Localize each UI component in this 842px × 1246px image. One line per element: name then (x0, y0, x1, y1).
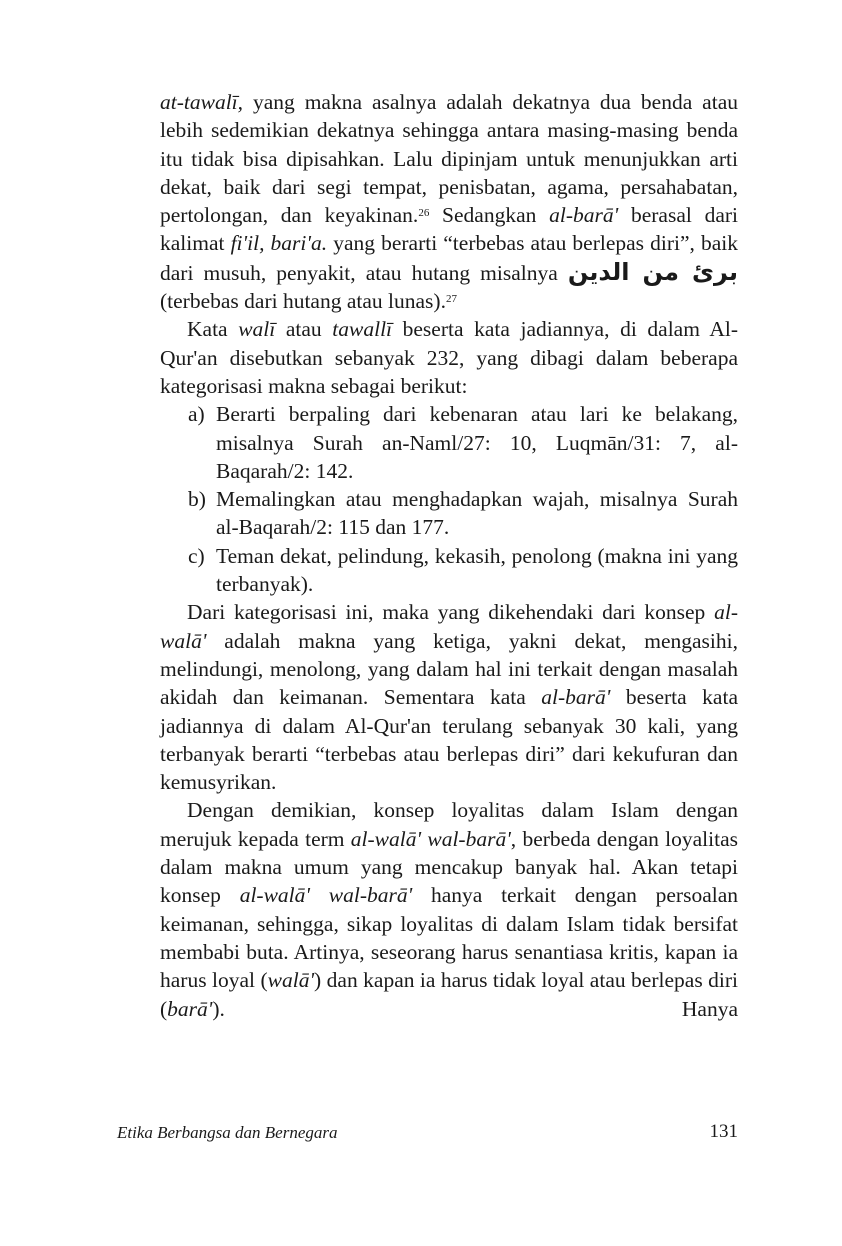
list-item-text: Teman dekat, pelindung, kekasih, penolong (makna ini yang terbanyak). (216, 543, 738, 597)
list-marker: a) (188, 402, 205, 427)
term-bara: barā' (167, 996, 213, 1021)
text-run: atau (275, 317, 333, 342)
text-run: hanya terkait dengan persoalan keimanan, sehingga, sikap loyalitas di dalam Islam tidak bersifat membabi buta. Artinya, seseorang harus senantiasa kritis, kapan ia harus loyal ( (160, 883, 739, 993)
paragraph-4 (160, 796, 738, 1022)
list-item-text: Memalingkan atau menghadapkan wajah, misalnya Surah al-Baqarah/2: 115 dan 177. (216, 487, 738, 540)
text-run: beserta kata jadiannya di dalam Al-Qur'an terulang sebanyak 30 kali, yang terbanyak berarti “terbebas atau berlepas diri” dari kekufuran dan kemusyrikan. (160, 685, 738, 795)
term-fiil-baria: fi'il, bari'a. (230, 231, 328, 256)
text-run: ). Hanya (212, 996, 738, 1021)
term-wala: walā' (267, 968, 315, 993)
text-run: Sedangkan (429, 203, 550, 228)
list-item (160, 400, 738, 485)
footnote-ref-27: 27 (445, 293, 457, 306)
arabic-phrase: برئ من الدين (567, 257, 738, 286)
text-run: Kata (187, 317, 239, 342)
paragraph-2 (160, 315, 738, 400)
term-al-wala-wal-bara: al-walā' wal-barā' (239, 883, 413, 908)
term-al-bara: al-barā' (549, 203, 619, 228)
text-run: Dari kategorisasi ini, maka yang dikehendaki dari konsep (187, 600, 715, 625)
text-run: ) dan kapan ia harus tidak loyal atau berlepas diri ( (160, 968, 738, 1021)
running-footer-title: Etika Berbangsa dan Bernegara (117, 1123, 338, 1142)
list-item (160, 485, 738, 542)
page-body (160, 88, 738, 1023)
term-al-wala: al-walā' (160, 600, 738, 653)
text-run: , berbeda dengan loyalitas dalam makna umum yang mencakup banyak hal. Akan tetapi konsep (160, 826, 738, 908)
text-run: beserta kata jadiannya, di dalam Al-Qur'an disebutkan sebanyak 232, yang dibagi dalam beberapa kategorisasi makna sebagai berikut: (160, 317, 739, 398)
term-al-bara: al-barā' (541, 685, 611, 710)
footnote-ref-26: 26 (418, 207, 430, 220)
text-run: (terbebas dari hutang atau lunas). (160, 289, 446, 314)
list-marker: c) (188, 543, 205, 568)
text-run: yang berarti “terbebas atau berlepas diri”, baik dari musuh, penyakit, atau hutang misalnya (160, 231, 739, 285)
paragraph-3 (160, 598, 738, 796)
page-number: 131 (709, 1121, 738, 1142)
term-at-tawali: at-tawalī, (160, 90, 244, 114)
text-run: berasal dari kalimat (160, 203, 739, 256)
text-run: adalah makna yang ketiga, yakni dekat, mengasihi, melindungi, menolong, yang dalam hal ini terkait dengan masalah akidah dan keimanan. Sementara kata (160, 628, 738, 710)
paragraph-1 (160, 88, 738, 315)
term-al-wala-wal-bara: al-walā' wal-barā' (350, 826, 511, 851)
list-item-text: Berarti berpaling dari kebenaran atau lari ke belakang, misalnya Surah an-Naml/27: 10, Luqmān/31: 7, al-Baqarah/2: 142. (216, 402, 738, 483)
list-item (160, 542, 738, 599)
text-run: Dengan demikian, konsep loyalitas dalam Islam dengan merujuk kepada term (160, 798, 738, 851)
category-list (160, 400, 738, 598)
list-marker: b) (188, 487, 206, 512)
term-wali: walī (238, 317, 276, 342)
text-run: yang makna asalnya adalah dekatnya dua benda atau lebih sedemikian dekatnya sehingga antara masing-masing benda itu tidak bisa dipisahkan. Lalu dipinjam untuk menunjukkan arti dekat, baik dari segi tempat, penisbatan, agama, persahabatan, pertolongan, dan keyakinan. (160, 90, 738, 228)
term-tawalli: tawallī (332, 317, 393, 342)
